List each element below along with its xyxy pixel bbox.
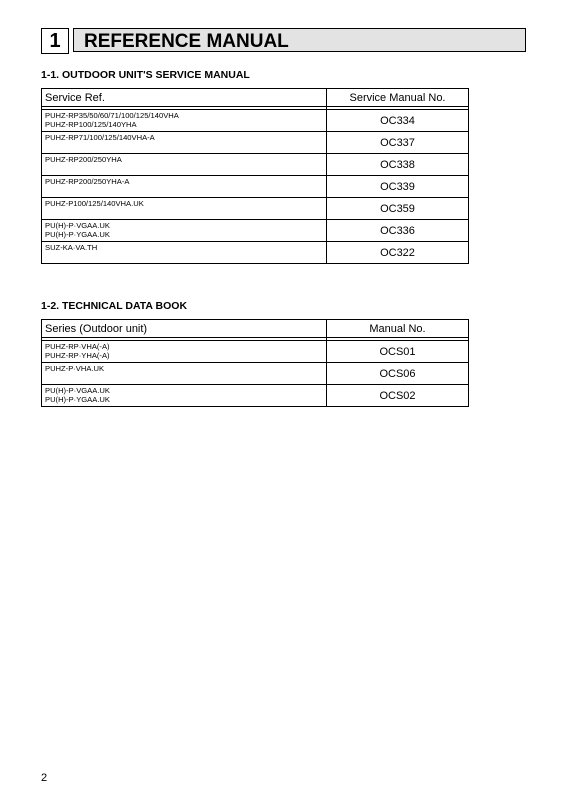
manual-code: OCS01 — [327, 341, 469, 363]
technical-data-book-table — [41, 319, 469, 407]
model-name: PUHZ-RP100/125/140YHA — [45, 120, 137, 129]
manual-code: OC334 — [327, 110, 469, 132]
column-header-series: Series (Outdoor unit) — [42, 320, 327, 338]
page-number: 2 — [41, 772, 48, 784]
manual-code: OCS06 — [327, 363, 469, 385]
manual-code: OC338 — [327, 154, 469, 176]
table-row — [42, 154, 469, 176]
service-manual-table — [41, 88, 469, 264]
model-name: PUHZ-P·VHA.UK — [45, 364, 105, 373]
section-title-technical-data-book: 1-2. TECHNICAL DATA BOOK — [41, 300, 188, 312]
manual-code: OCS02 — [327, 385, 469, 407]
column-header-manual-no: Service Manual No. — [327, 89, 469, 107]
table-row — [42, 176, 469, 198]
model-name: SUZ-KA·VA.TH — [45, 243, 98, 252]
model-name: PUHZ-RP·VHA(-A) — [45, 342, 110, 351]
manual-code: OC337 — [327, 132, 469, 154]
manual-code: OC359 — [327, 198, 469, 220]
chapter-title: REFERENCE MANUAL — [73, 28, 526, 52]
table-row — [42, 242, 469, 264]
table-row — [42, 220, 469, 242]
table-row — [42, 110, 469, 132]
manual-code: OC339 — [327, 176, 469, 198]
section-title-service-manual: 1-1. OUTDOOR UNIT'S SERVICE MANUAL — [41, 69, 250, 81]
table-row — [42, 198, 469, 220]
model-name: PUHZ-RP200/250YHA — [45, 155, 122, 164]
model-name: PUHZ-RP·YHA(-A) — [45, 351, 110, 360]
table-row — [42, 363, 469, 385]
table-row — [42, 385, 469, 407]
model-name: PUHZ-RP200/250YHA-A — [45, 177, 130, 186]
manual-code: OC322 — [327, 242, 469, 264]
model-name: PUHZ-RP35/50/60/71/100/125/140VHA — [45, 111, 179, 120]
column-header-service-ref: Service Ref. — [42, 89, 327, 107]
model-name: PU(H)-P·VGAA.UK — [45, 386, 110, 395]
manual-code: OC336 — [327, 220, 469, 242]
chapter-number: 1 — [41, 28, 69, 54]
model-name: PUHZ-P100/125/140VHA.UK — [45, 199, 144, 208]
column-header-manual-no: Manual No. — [327, 320, 469, 338]
chapter-header — [41, 28, 528, 54]
model-name: PU(H)-P·YGAA.UK — [45, 395, 110, 404]
table-row — [42, 132, 469, 154]
table-row — [42, 341, 469, 363]
model-name: PU(H)-P·YGAA.UK — [45, 230, 110, 239]
model-name: PUHZ-RP71/100/125/140VHA-A — [45, 133, 155, 142]
model-name: PU(H)-P·VGAA.UK — [45, 221, 110, 230]
